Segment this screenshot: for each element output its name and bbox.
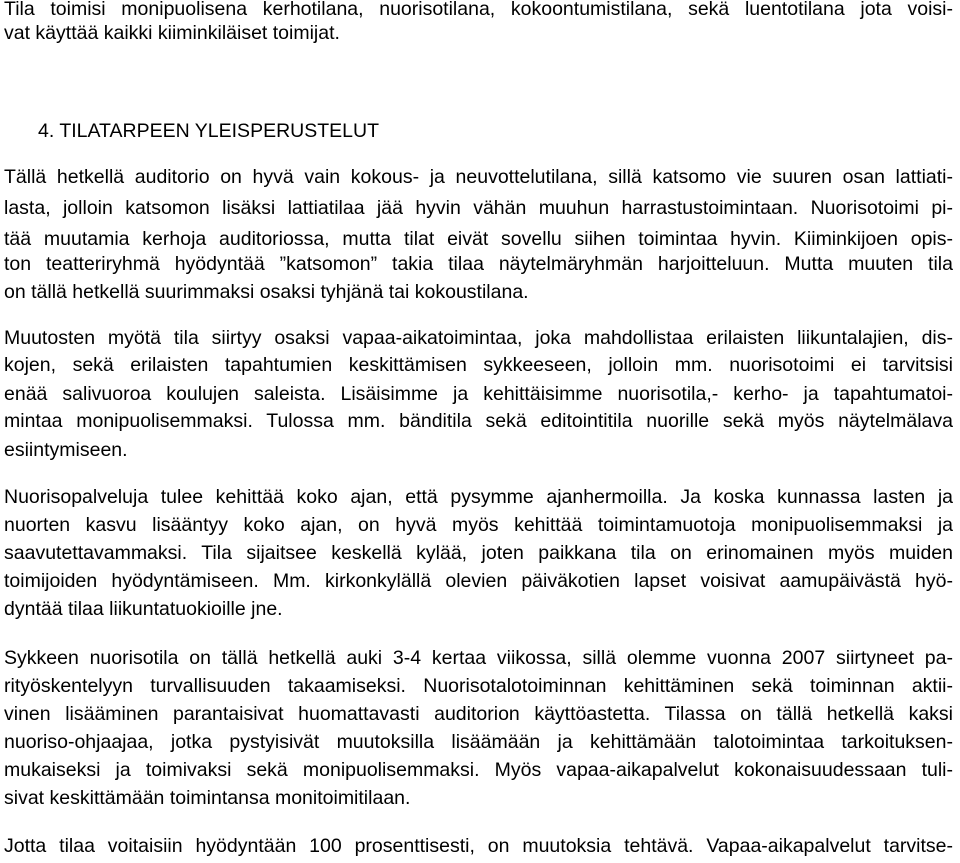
- paragraph-1-line-4: ton teatteriryhmä hyödyntää ”katsomon” takia tilaa näytelmäryhmän harjoitteluun. Mutta muuten tila: [4, 253, 953, 275]
- paragraph-3-line-1: Nuorisopalveluja tulee kehittää koko ajan, että pysymme ajanhermoilla. Ja koska kunnassa lasten ja: [4, 486, 953, 508]
- paragraph-4-line-5: mukaiseksi ja toimivaksi sekä monipuolisemmaksi. Myös vapaa-aikapalvelut kokonaisuudessaan tuli-: [4, 759, 953, 781]
- paragraph-1-line-2: lasta, jolloin katsomon lisäksi lattiatilaa jää hyvin vähän muuhun harrastustoimintaan. Nuorisotoimi pi-: [4, 197, 953, 219]
- paragraph-1-line-1: Tällä hetkellä auditorio on hyvä vain kokous- ja neuvottelutilana, sillä katsomo vie suuren osan lattiati-: [4, 166, 953, 188]
- paragraph-2-line-5: esiintymiseen.: [4, 439, 128, 461]
- paragraph-4-line-6: sivat keskittämään toimintansa monitoimitilaan.: [4, 787, 411, 809]
- paragraph-3-line-2: nuorten kasvu lisääntyy koko ajan, on hyvä myös kehittää toimintamuotoja monipuolisemmaksi ja: [4, 514, 953, 536]
- paragraph-5-line-1: Jotta tilaa voitaisiin hyödyntään 100 prosenttisesti, on muutoksia tehtävä. Vapaa-aikapalvelut tarvitse-: [4, 835, 953, 857]
- section-heading: 4. TILATARPEEN YLEISPERUSTELUT: [38, 120, 380, 142]
- paragraph-4-line-3: vinen lisääminen parantaisivat huomattavasti auditorion käyttöastetta. Tilassa on tällä hetkellä kaksi: [4, 703, 953, 725]
- paragraph-2-line-2: kojen, sekä erilaisten tapahtumien keskittämisen sykkeeseen, jolloin mm. nuorisotoimi ei tarvitsisi: [4, 354, 953, 376]
- paragraph-2-line-3: enää salivuoroa koulujen saleista. Lisäisimme ja kehittäisimme nuorisotila,- kerho- ja tapahtumatoi-: [4, 383, 953, 405]
- paragraph-4-line-2: rityöskentelyyn turvallisuuden takaamiseksi. Nuorisotalotoiminnan kehittäminen sekä toiminnan aktii-: [4, 675, 953, 697]
- paragraph-2-line-4: mintaa monipuolisemmaksi. Tulossa mm. bänditila sekä editointitila nuorille sekä myös näytelmälava: [4, 410, 953, 432]
- paragraph-1-line-3: tää muutamia kerhoja auditoriossa, mutta tilat eivät sovellu siihen toimintaa hyvin. Kiiminkijoen opis-: [4, 228, 953, 250]
- paragraph-4-line-1: Sykkeen nuorisotila on tällä hetkellä auki 3-4 kertaa viikossa, sillä olemme vuonna 2007 siirtyneet pa-: [4, 647, 953, 669]
- paragraph-4-line-4: nuoriso-ohjaajaa, jotka pystyisivät muutoksilla lisäämään ja kehittämään talotoimintaa tarkoituksen-: [4, 731, 953, 753]
- intro-line-1: Tila toimisi monipuolisena kerhotilana, nuorisotilana, kokoontumistilana, sekä luentotilana jota voisi-: [4, 0, 953, 20]
- paragraph-2-line-1: Muutosten myötä tila siirtyy osaksi vapaa-aikatoimintaa, joka mahdollistaa erilaisten liikuntalajien, dis-: [4, 327, 953, 349]
- paragraph-1-line-5: on tällä hetkellä suurimmaksi osaksi tyhjänä tai kokoustilana.: [4, 281, 529, 303]
- intro-line-2: vat käyttää kaikki kiiminkiläiset toimijat.: [4, 22, 340, 44]
- paragraph-3-line-5: dyntää tilaa liikuntatuokioille jne.: [4, 598, 283, 620]
- paragraph-3-line-3: saavutettavammaksi. Tila sijaitsee keskellä kylää, joten paikkana tila on erinomainen myös muiden: [4, 542, 953, 564]
- paragraph-3-line-4: toimijoiden hyödyntämiseen. Mm. kirkonkylällä olevien päiväkotien lapset voisivat aamupäivästä hyö-: [4, 570, 953, 592]
